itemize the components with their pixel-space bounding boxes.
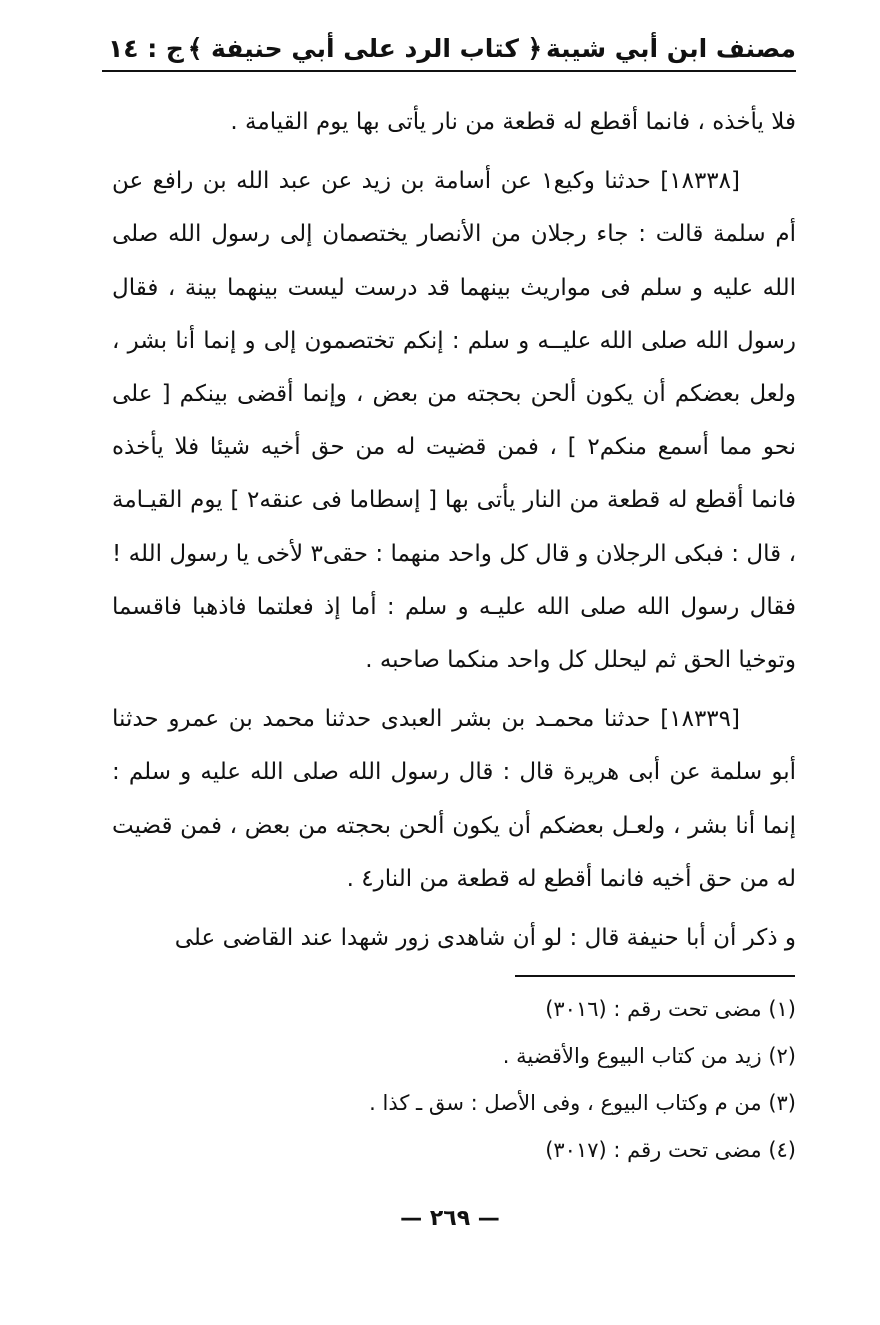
paragraph-continuation: فلا يأخذه ، فانما أقطع له قطعة من نار يأتى بها يوم القيامة .: [230, 109, 796, 135]
main-text: [112, 96, 796, 971]
volume-number: ج : ١٤: [108, 33, 184, 63]
paragraph-closing: و ذكر أن أبا حنيفة قال : لو أن شاهدى زور شهدا عند القاضى على: [174, 925, 796, 952]
hadith-18338: [١٨٣٣٨] حدثنا وكيع١ عن أسامة بن زيد عن عبد الله بن رافع عن أم سلمة قالت : جاء رجلان من الأنصار يختصمان إلى رسول الله صلى الله عليه و سلم فى مواريث بينهما قد درست ليست بينهما بينة ، فقال رسول الله صلى الله عليــه و سلم : إنكم تختصمون إلى و إنما أنا بشر ، ولعل بعضكم أن يكون ألحن بحجته من بعض ، وإنما أقضى بينكم [ على نحو مما أسمع منكم٢ ] ، فمن قضيت له من حق أخيه شيئا فلا يأخذه فانما أقطع له قطعة من النار يأتى بها [ إسطاما فى عنقه٢ ] يوم القيـامة ، قال : فبكى الرجلان و قال كل واحد منهما : حقى٣ لأخى يا رسول الله ! فقال رسول الله صلى الله عليـه و سلم : أما إذ فعلتما فاذهبا فاقسما وتوخيا الحق ثم ليحلل كل واحد منكما صاحبه .: [112, 168, 796, 674]
footnote-divider: [515, 975, 795, 977]
footnote-4: (٤) مضى تحت رقم : (٣٠١٧): [545, 1138, 796, 1162]
page-number: — ٢٦٩ —: [400, 1206, 500, 1231]
header-divider: [102, 70, 796, 72]
footnote-2: (٢) زيد من كتاب البيوع والأقضية .: [502, 1044, 796, 1068]
section-title: ﴿ كتاب الرد على أبي حنيفة ﴾: [187, 33, 543, 63]
hadith-18339: [١٨٣٣٩] حدثنا محمـد بن بشر العبدى حدثنا محمد بن عمرو حدثنا أبو سلمة عن أبى هريرة قال : قال رسول الله صلى الله عليه و سلم : إنما أنا بشر ، ولعـل بعضكم أن يكون ألحن بحجته من بعض ، فمن قضيت له من حق أخيه فانما أقطع له قطعة من النار٤ .: [112, 706, 796, 892]
book-title: مصنف ابن أبي شيبة: [545, 33, 796, 63]
page-header: [108, 26, 796, 70]
footnote-1: (١) مضى تحت رقم : (٣٠١٦): [545, 997, 796, 1021]
footnote-3: (٣) من م وكتاب البيوع ، وفى الأصل : سق ـ كذا .: [369, 1091, 796, 1115]
footnotes: [200, 986, 796, 1174]
